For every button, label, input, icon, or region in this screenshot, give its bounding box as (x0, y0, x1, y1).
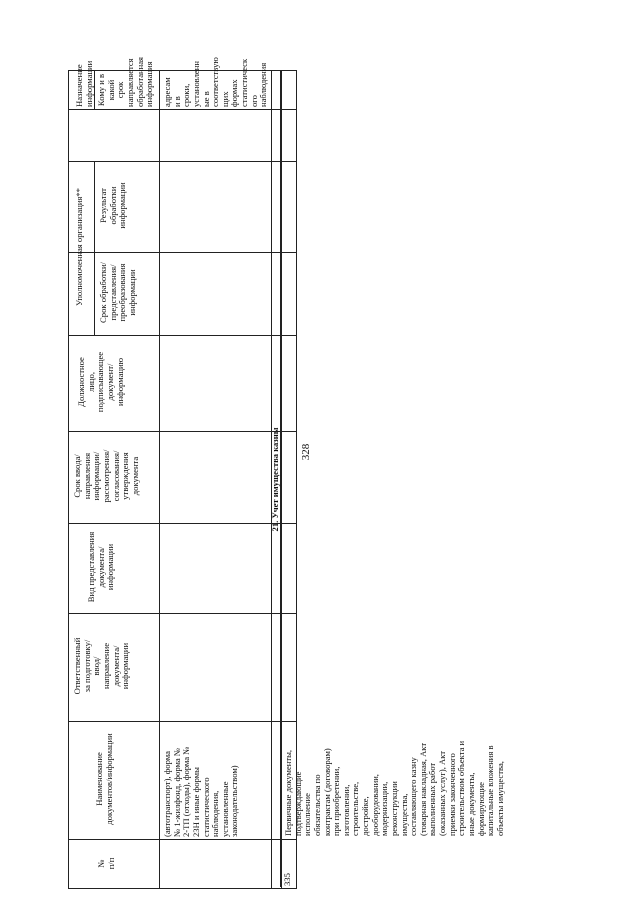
row-335-name: Первичные документы, подтверждающие исполнение обязательства по контрактам (договорам) при приобретении, изготовлении, строительстве, достройке, дооборудовании, модернизации, реконструкции имущества, составляющего казну (товарная накладная, Акт выполненных работ (оказанных услуг), Акт приемки законченного строительством объекта и иные документы, формирующие капитальные вложения в объекты имущества, (283, 740, 505, 836)
header-purpose: Назначение информации (74, 60, 94, 107)
header-name: Наименование документов/информации (94, 733, 114, 825)
header-authorized: Уполномоченная организация** (74, 188, 84, 306)
header-auth-result: Результат обработки информации (98, 182, 128, 229)
page-number: 328 (300, 443, 312, 461)
row-purpose: адресам и в сроки, установленн ые в соответствую щих формах статистическ ого наблюдения (162, 57, 269, 107)
header-purpose-sub: Кому и в какой срок направляется обработанная информация (96, 57, 155, 107)
border-page-right (280, 70, 281, 887)
border-section-end (281, 71, 282, 888)
table-grid (68, 57, 297, 889)
border-col-num (69, 839, 296, 840)
row-name: (автотранспорт), форма № 1-жилфонд, форма № 2-ТП (отходы), форма № 23Н и иные формы статистического наблюдения, установленные законодательством) (162, 746, 240, 837)
border-col-purpose (69, 109, 296, 110)
header-auth-deadline: Срок обработки/ представления/ преобразования информации (98, 262, 137, 323)
section-title: 21. Учет имущества казны (270, 427, 280, 532)
header-official: Должностное лицо, подписывающее документ/ информацию (76, 351, 125, 413)
row-335-num: 335 (282, 873, 292, 886)
border-header-end (159, 71, 160, 888)
border-authorized-sub (94, 161, 95, 335)
header-deadline: Срок ввода/ направления информации/ рассмотрения/ согласования/ утверждения документа (72, 449, 140, 503)
header-responsible: Ответственный за подготовку/ ввод/ направление документа/ информации (72, 637, 131, 695)
header-num: № п/п (96, 857, 116, 870)
header-view: Вид представления документа/ информации (86, 531, 116, 603)
